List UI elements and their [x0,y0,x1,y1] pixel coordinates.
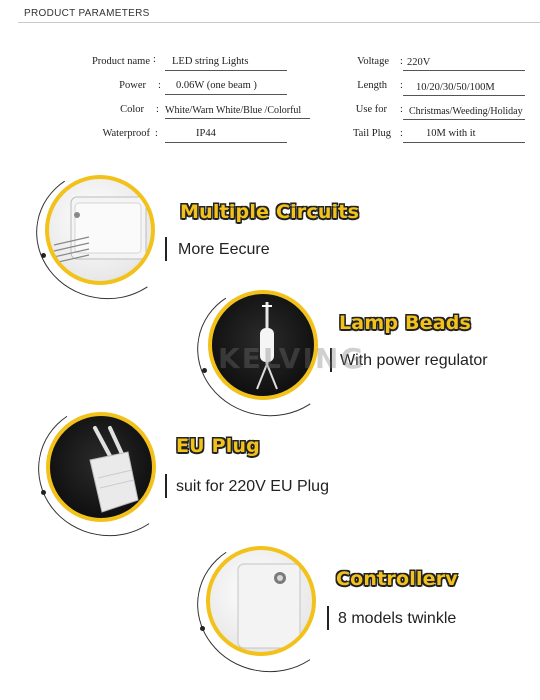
param-table [0,0,540,150]
param-value: 0.06W (one beam ) [176,80,257,91]
feature-title: Lamp Beads [339,312,472,334]
title-divider [327,606,329,630]
header-title: PRODUCT PARAMETERS [24,8,150,19]
feature-description: With power regulator [340,352,488,369]
watermark: KELVING [218,342,366,375]
feature-multiple-circuits [0,175,540,300]
param-underline [165,118,310,119]
param-label: Product name [91,56,150,67]
param-value: 10M with it [426,128,476,139]
feature-description: More Eecure [178,241,270,258]
param-colon: : [400,128,403,139]
param-colon: : [153,54,156,65]
arc-dot [202,368,207,373]
param-underline [165,70,287,71]
param-label: Voltage [357,56,389,67]
param-underline [165,94,287,95]
feature-title: EU Plug [176,435,260,457]
arc-dot [41,253,46,258]
param-colon: : [156,104,159,115]
param-underline [165,142,287,143]
param-underline [403,70,525,71]
param-label: Power [119,80,146,91]
arc-dot [200,626,205,631]
param-label: Color [120,104,144,115]
param-value: Christmas/Weeding/Holiday [409,106,523,117]
param-colon: : [400,56,403,67]
feature-title: Controllerv [336,568,458,590]
param-colon: : [400,80,403,91]
feature-eu-plug [0,410,540,535]
param-label: Use for [355,104,387,115]
param-underline [403,142,525,143]
feature-description: suit for 220V EU Plug [176,478,329,495]
param-value: 10/20/30/50/100M [416,82,495,93]
param-label: Length [357,80,387,91]
param-colon: : [158,80,161,91]
feature-description: 8 models twinkle [338,610,457,627]
controller-box-image [206,546,316,656]
feature-title: Multiple Circuits [180,201,360,223]
arc-dot [41,490,46,495]
param-underline [403,119,525,120]
param-label: Waterproof [102,128,150,139]
param-value: 220V [407,57,431,68]
param-value: White/Warn White/Blue /Colorful [165,105,302,116]
param-colon: : [155,128,158,139]
title-divider [165,474,167,498]
param-underline [403,95,525,96]
param-value: IP44 [196,128,216,139]
param-label: Tail Plug [352,128,391,139]
connector-box-image [45,175,155,285]
param-colon: : [400,104,403,115]
feature-controller [0,546,540,671]
param-value: LED string Lights [172,56,249,67]
eu-plug-image [46,412,156,522]
title-divider [165,237,167,261]
